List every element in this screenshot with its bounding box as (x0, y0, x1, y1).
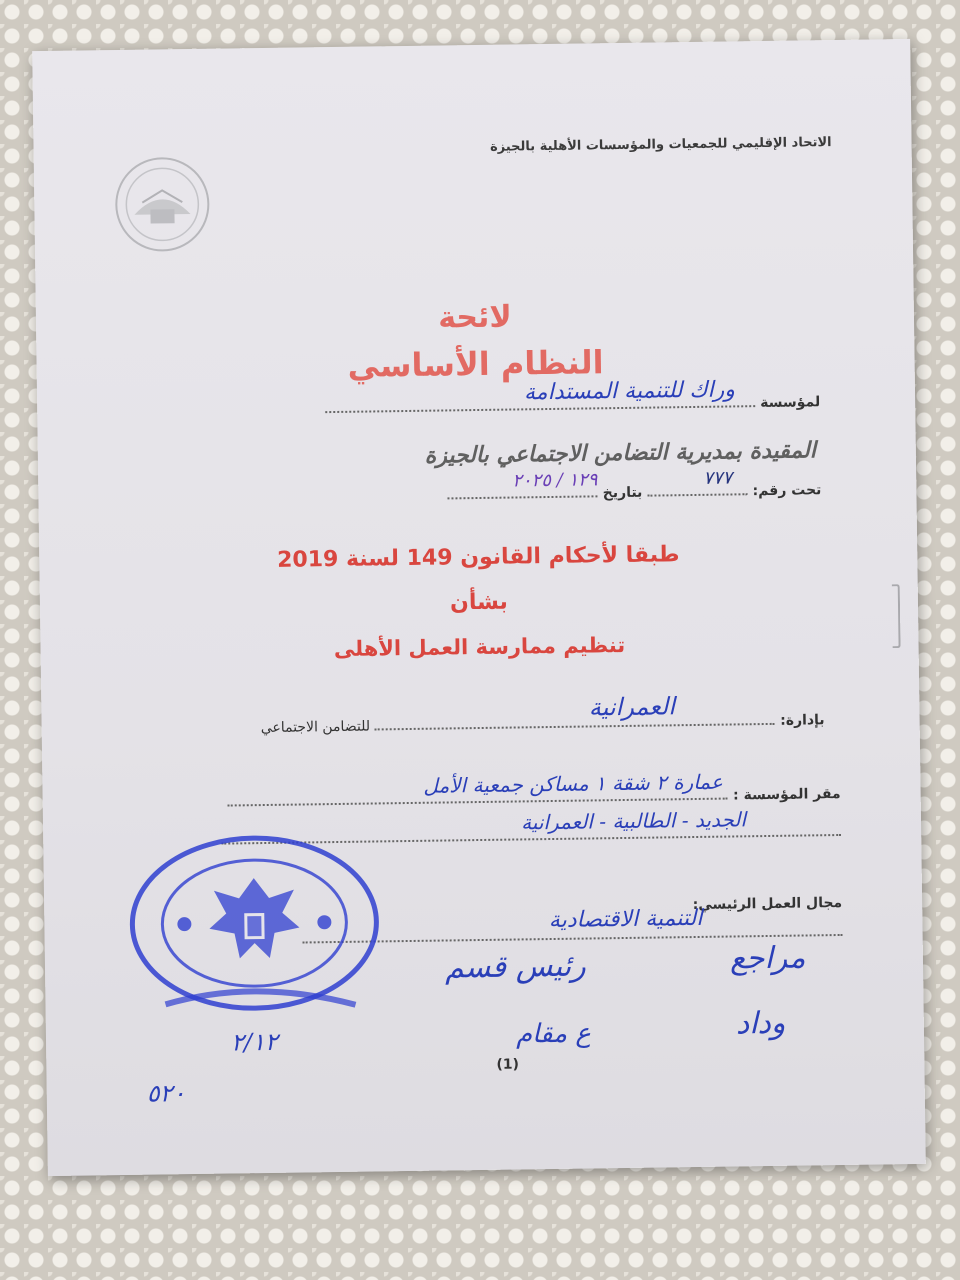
administration-dots (375, 692, 775, 731)
registration-row (447, 467, 822, 503)
headquarters-label: مقر المؤسسة : (733, 785, 841, 804)
foundation-dots (325, 377, 755, 413)
registration-date-dots (447, 469, 598, 499)
union-logo (112, 154, 213, 255)
administration-label: بإدارة: (780, 712, 825, 729)
title-basic-system: النظام الأساسي (347, 343, 604, 385)
reviewer-name: وداد (735, 1005, 786, 1042)
registration-number: ٧٧٧ (703, 467, 733, 489)
foundation-row (325, 377, 821, 417)
section-head-signature: رئيس قسم (444, 948, 587, 986)
administration-suffix: للتضامن الاجتماعي (260, 718, 371, 737)
foundation-label: لمؤسسة (760, 394, 821, 412)
headquarters-row (228, 769, 841, 811)
stamp-note: ٥٢٠ (146, 1079, 186, 1108)
title-regulation: لائحة (437, 299, 512, 336)
document-page (32, 39, 926, 1176)
headquarters-line2: الجديد - الطالبية - العمرانية (520, 807, 747, 835)
administration-row (260, 692, 825, 737)
registration-date-label: بتاريخ (602, 484, 643, 502)
registration-number-dots (647, 467, 747, 496)
law-regarding: بشأن (449, 589, 508, 616)
official-stamp (123, 826, 386, 1030)
union-header: الاتحاد الإقليمي للجمعيات والمؤسسات الأهلية بالجيزة (489, 135, 832, 155)
registration-date: ١٢٩ / ٢٠٢٥ (512, 469, 598, 492)
page-number: (1) (496, 1056, 520, 1073)
registration-number-label: تحت رقم: (752, 482, 822, 500)
main-field-value: التنمية الاقتصادية (548, 905, 703, 934)
headquarters-dots-1 (228, 769, 728, 807)
staple (892, 584, 901, 648)
law-subject: تنظيم ممارسة العمل الأهلى (333, 632, 626, 662)
registration-subtitle: المقيدة بمديرية التضامن الاجتماعي بالجيزة (424, 438, 817, 469)
main-field-row (693, 892, 843, 913)
foundation-name: وراك للتنمية المستدامة (523, 377, 736, 406)
law-reference: طبقا لأحكام القانون 149 لسنة 2019 (276, 542, 680, 573)
reviewer-title: مراجع (729, 940, 806, 977)
main-field-label: مجال العمل الرئيسي: (692, 894, 843, 914)
administration-value: العمرانية (588, 692, 676, 722)
section-head-sub: ع مقام (515, 1018, 592, 1050)
headquarters-line1: عمارة ٢ شقة ١ مساكن جمعية الأمل (423, 769, 723, 798)
stamp-date-note: ٢/١٢ (230, 1027, 279, 1057)
